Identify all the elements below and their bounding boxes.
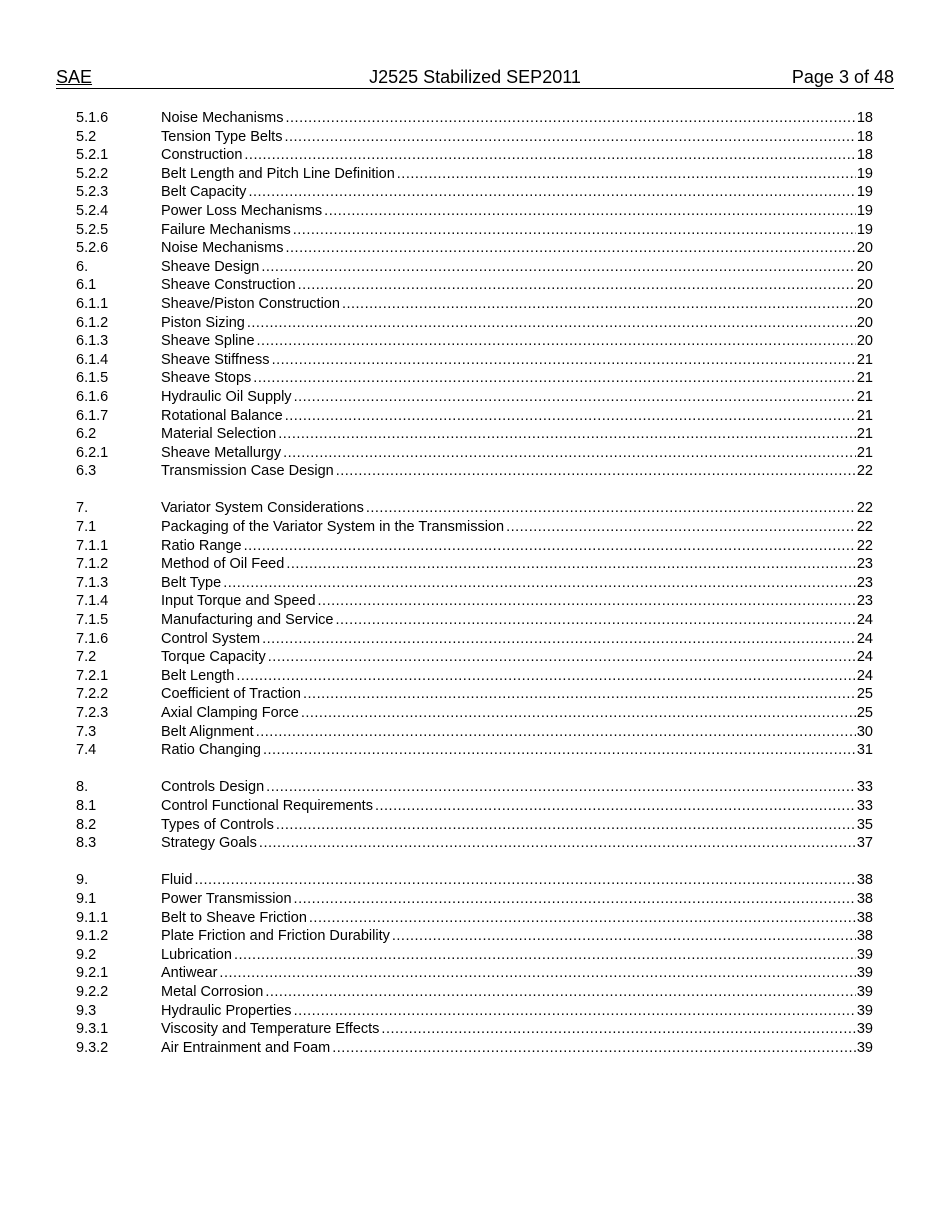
toc-entry[interactable] [76, 964, 873, 983]
toc-page-number: 21 [856, 388, 873, 405]
toc-dot-leader [285, 407, 856, 426]
toc-section-number: 9. [76, 872, 89, 889]
toc-section-number: 9.2.1 [76, 965, 109, 982]
toc-page-number: 38 [856, 928, 873, 945]
toc-page-number: 30 [856, 723, 873, 740]
toc-section-title: Method of Oil Feed [161, 556, 285, 573]
toc-entry-body [161, 1020, 873, 1039]
toc-section-number: 5.2.6 [76, 240, 109, 257]
toc-page-number: 20 [856, 240, 873, 257]
toc-page-number: 24 [856, 667, 873, 684]
toc-entry[interactable] [76, 351, 873, 370]
header-page-number: Page 3 of 48 [791, 67, 894, 87]
toc-entry-body [161, 407, 873, 426]
toc-dot-leader [286, 109, 856, 128]
toc-page-number: 24 [856, 630, 873, 647]
toc-section-title: Construction [161, 147, 243, 164]
toc-entry-body [161, 276, 873, 295]
toc-section-title: Sheave Stops [161, 370, 252, 387]
toc-section-number: 7.1.2 [76, 556, 109, 573]
toc-entry-body [161, 295, 873, 314]
toc-section-title: Belt Length and Pitch Line Definition [161, 165, 395, 182]
toc-entry-body [161, 499, 873, 518]
toc-section-title: Belt Type [161, 574, 222, 591]
toc-page-number: 24 [856, 649, 873, 666]
toc-section-title: Ratio Range [161, 537, 242, 554]
toc-section-number: 7.4 [76, 742, 97, 759]
toc-section-title: Manufacturing and Service [161, 612, 334, 629]
toc-dot-leader [342, 295, 856, 314]
toc-entry[interactable] [76, 685, 873, 704]
toc-section-title: Noise Mechanisms [161, 110, 284, 126]
toc-entry[interactable] [76, 909, 873, 928]
toc-entry[interactable] [76, 574, 873, 593]
toc-page-number: 21 [856, 444, 873, 461]
toc-entry-body [161, 128, 873, 147]
toc-section-number: 5.2.5 [76, 221, 109, 238]
toc-entry[interactable] [76, 778, 873, 797]
toc-dot-leader [294, 388, 856, 407]
toc-entry-body [161, 1039, 873, 1058]
toc-dot-leader [286, 239, 856, 258]
toc-section-title: Lubrication [161, 946, 232, 963]
toc-entry[interactable] [76, 128, 873, 147]
toc-section-number: 7.2 [76, 649, 97, 666]
toc-entry[interactable] [76, 462, 873, 481]
toc-section-title: Torque Capacity [161, 649, 266, 666]
toc-entry-body [161, 518, 873, 537]
toc-page-number: 21 [856, 426, 873, 443]
toc-section-title: Power Transmission [161, 890, 292, 907]
toc-entry[interactable] [76, 648, 873, 667]
toc-entry-body [161, 909, 873, 928]
toc-entry[interactable] [76, 258, 873, 277]
toc-entry[interactable] [76, 946, 873, 965]
toc-section-title: Metal Corrosion [161, 983, 264, 1000]
toc-page-number: 20 [856, 277, 873, 294]
toc-page-number: 38 [856, 890, 873, 907]
toc-entry-body [161, 351, 873, 370]
toc-section-number: 6.1.4 [76, 351, 109, 368]
toc-section-title: Transmission Case Design [161, 463, 334, 480]
toc-dot-leader [381, 1020, 855, 1039]
toc-section-number: 6.3 [76, 463, 97, 480]
toc-dot-leader [223, 574, 856, 593]
toc-section-title: Sheave/Piston Construction [161, 295, 340, 312]
toc-entry-body [161, 221, 873, 240]
toc-entry[interactable] [76, 109, 873, 128]
toc-section-title: Material Selection [161, 426, 277, 443]
toc-page-number: 23 [856, 593, 873, 610]
toc-entry[interactable] [76, 630, 873, 649]
toc-dot-leader [247, 314, 856, 333]
toc-dot-leader [278, 425, 856, 444]
toc-page-number: 20 [856, 314, 873, 331]
toc-entry[interactable] [76, 741, 873, 760]
toc-section-number: 9.1.2 [76, 928, 109, 945]
toc-section-number: 9.1.1 [76, 909, 109, 926]
toc-section-number: 8.3 [76, 835, 97, 852]
toc-entry-body [161, 183, 873, 202]
toc-dot-leader [266, 778, 856, 797]
toc-dot-leader [298, 276, 856, 295]
toc-page-number: 24 [856, 612, 873, 629]
header-document-id: J2525 Stabilized SEP2011 [369, 67, 581, 87]
toc-section-title: Types of Controls [161, 816, 274, 833]
toc-entry[interactable] [76, 314, 873, 333]
toc-dot-leader [234, 946, 856, 965]
toc-section-number: 9.3.2 [76, 1039, 109, 1056]
toc-entry-body [161, 816, 873, 835]
toc-entry-body [161, 667, 873, 686]
toc-dot-leader [268, 648, 856, 667]
toc-page-number: 39 [856, 965, 873, 982]
toc-section-number: 6.1 [76, 277, 97, 294]
toc-page-number: 22 [856, 519, 873, 536]
toc-entry[interactable] [76, 369, 873, 388]
toc-page-number: 18 [856, 128, 873, 145]
toc-page-number: 20 [856, 333, 873, 350]
toc-dot-leader [276, 816, 856, 835]
toc-section-title: Strategy Goals [161, 835, 257, 852]
toc-entry-body [161, 388, 873, 407]
toc-page-number: 22 [856, 463, 873, 480]
toc-section-number: 7.1 [76, 519, 97, 536]
toc-entry-body [161, 555, 873, 574]
toc-entry-body [161, 369, 873, 388]
header-org: SAE [56, 67, 93, 87]
toc-dot-leader [219, 964, 855, 983]
toc-page-number: 21 [856, 351, 873, 368]
toc-dot-leader [257, 332, 856, 351]
toc-entry[interactable] [76, 444, 873, 463]
toc-page-number: 39 [856, 983, 873, 1000]
toc-section-number: 8. [76, 779, 89, 796]
toc-section-title: Controls Design [161, 779, 265, 796]
toc-entry-body [161, 165, 873, 184]
toc-entry-body [161, 890, 873, 909]
toc-entry-body [161, 314, 873, 333]
toc-entry[interactable] [76, 592, 873, 611]
toc-section-title: Hydraulic Properties [161, 1002, 292, 1019]
toc-entry-body [161, 537, 873, 556]
toc-entry[interactable] [76, 816, 873, 835]
toc-entry-body [161, 109, 873, 128]
toc-entry[interactable] [76, 183, 873, 202]
toc-entry[interactable] [76, 927, 873, 946]
toc-dot-leader [397, 165, 856, 184]
toc-entry[interactable] [76, 890, 873, 909]
toc-section-number: 7. [76, 500, 89, 517]
toc-entry-body [161, 741, 873, 760]
toc-section-number: 8.2 [76, 816, 97, 833]
toc-section-number: 6.2 [76, 426, 97, 443]
toc-dot-leader [309, 909, 856, 928]
toc-dot-leader [294, 890, 856, 909]
toc-page-number: 39 [856, 1039, 873, 1056]
toc-entry-body [161, 630, 873, 649]
toc-section-title: Plate Friction and Friction Durability [161, 928, 390, 945]
toc-dot-leader [261, 258, 856, 277]
toc-section-number: 6.1.6 [76, 388, 109, 405]
toc-page-number: 20 [856, 295, 873, 312]
toc-entry-body [161, 258, 873, 277]
toc-section-title: Sheave Metallurgy [161, 444, 282, 461]
toc-page-number: 21 [856, 407, 873, 424]
toc-dot-leader [301, 704, 856, 723]
toc-section-number: 8.1 [76, 797, 97, 814]
toc-page-number: 35 [856, 816, 873, 833]
toc-entry-body [161, 239, 873, 258]
toc-page-number: 33 [856, 779, 873, 796]
toc-dot-leader [248, 183, 855, 202]
toc-entry[interactable] [76, 611, 873, 630]
toc-entry[interactable] [76, 202, 873, 221]
toc-section-number: 7.2.3 [76, 705, 109, 721]
page-header [56, 66, 894, 89]
toc-entry-body [161, 592, 873, 611]
toc-section-number: 7.2.2 [76, 686, 109, 703]
toc-entry[interactable] [76, 537, 873, 556]
toc-entry[interactable] [76, 332, 873, 351]
toc-section-number: 7.1.6 [76, 630, 109, 647]
toc-section-number: 6.1.7 [76, 407, 109, 424]
toc-dot-leader [263, 741, 856, 760]
toc-section-title: Belt Length [161, 667, 235, 684]
toc-entry-body [161, 983, 873, 1002]
toc-entry-body [161, 871, 873, 890]
toc-dot-leader [318, 592, 856, 611]
toc-section-title: Viscosity and Temperature Effects [161, 1021, 380, 1038]
toc-entry[interactable] [76, 407, 873, 426]
toc-dot-leader [256, 723, 856, 742]
toc-section-title: Power Loss Mechanisms [161, 202, 323, 219]
toc-entry-body [161, 648, 873, 667]
toc-page-number: 22 [856, 500, 873, 517]
toc-entry[interactable] [76, 221, 873, 240]
toc-page-number: 19 [856, 202, 873, 219]
toc-entry-body [161, 425, 873, 444]
toc-entry-body [161, 927, 873, 946]
toc-section-title: Sheave Stiffness [161, 351, 270, 368]
toc-page-number: 18 [856, 147, 873, 164]
toc-section-title: Control System [161, 630, 261, 647]
toc-entry[interactable] [76, 239, 873, 258]
toc-dot-leader [259, 834, 856, 853]
toc-section-number: 9.2 [76, 946, 97, 963]
toc-dot-leader [392, 927, 856, 946]
toc-page-number: 31 [856, 742, 873, 759]
toc-page-number: 38 [856, 909, 873, 926]
toc-entry-body [161, 834, 873, 853]
toc-entry-body [161, 723, 873, 742]
toc-section-number: 5.2.4 [76, 202, 109, 219]
toc-section-title: Input Torque and Speed [161, 593, 316, 610]
toc-dot-leader [336, 462, 856, 481]
toc-section-number: 6.1.3 [76, 333, 109, 350]
toc-page-number: 39 [856, 946, 873, 963]
toc-entry[interactable] [76, 1002, 873, 1021]
toc-dot-leader [272, 351, 856, 370]
toc-section-title: Hydraulic Oil Supply [161, 388, 292, 405]
toc-entry[interactable] [76, 388, 873, 407]
toc-entry-body [161, 964, 873, 983]
toc-dot-leader [265, 983, 856, 1002]
toc-page-number: 23 [856, 556, 873, 573]
toc-entry[interactable] [76, 704, 873, 723]
toc-dot-leader [253, 369, 856, 388]
toc-entry-body [161, 202, 873, 221]
toc-dot-leader [294, 1002, 856, 1021]
toc-page-number: 38 [856, 872, 873, 889]
toc-entry-body [161, 685, 873, 704]
toc-dot-leader [284, 128, 855, 147]
toc-section-title: Belt Alignment [161, 723, 254, 740]
toc-page-number: 25 [856, 705, 873, 721]
toc-section-number: 5.2 [76, 128, 97, 145]
toc-section-number: 6.1.5 [76, 370, 109, 387]
toc-page-number: 33 [856, 797, 873, 814]
toc-entry[interactable] [76, 1039, 873, 1058]
toc-entry[interactable] [76, 667, 873, 686]
toc-entry[interactable] [76, 723, 873, 742]
toc-section-title: Sheave Construction [161, 277, 296, 294]
toc-section-title: Axial Clamping Force [161, 705, 299, 721]
toc-section-number: 6.1.2 [76, 314, 109, 331]
toc-section-number: 7.1.4 [76, 593, 109, 610]
toc-page-number: 39 [856, 1002, 873, 1019]
toc-dot-leader [283, 444, 856, 463]
toc-section-number: 5.2.2 [76, 165, 109, 182]
toc-page-number: 19 [856, 184, 873, 201]
toc-entry-body [161, 146, 873, 165]
toc-dot-leader [506, 518, 856, 537]
toc-page-number: 22 [856, 537, 873, 554]
toc-section-number: 7.1.1 [76, 537, 109, 554]
toc-section-number: 7.2.1 [76, 667, 109, 684]
toc-section-number: 9.3 [76, 1002, 97, 1019]
toc-section-number: 7.1.3 [76, 574, 109, 591]
toc-entry[interactable] [76, 1020, 873, 1039]
toc-dot-leader [286, 555, 856, 574]
toc-dot-leader [262, 630, 856, 649]
toc-section-title: Tension Type Belts [161, 128, 283, 145]
toc-dot-leader [244, 146, 855, 165]
toc-entry[interactable] [76, 555, 873, 574]
toc-section-number: 5.2.3 [76, 184, 109, 201]
toc-section-number: 6.2.1 [76, 444, 109, 461]
toc-dot-leader [324, 202, 856, 221]
toc-section-title: Belt Capacity [161, 184, 247, 201]
toc-section-number: 9.3.1 [76, 1021, 109, 1038]
toc-section-title: Fluid [161, 872, 193, 889]
toc-page-number: 25 [856, 686, 873, 703]
toc-entry-body [161, 797, 873, 816]
toc-section-title: Sheave Design [161, 258, 260, 275]
toc-section-title: Coefficient of Traction [161, 686, 301, 703]
toc-dot-leader [332, 1039, 856, 1058]
toc-section-title: Piston Sizing [161, 314, 245, 331]
toc-section-title: Belt to Sheave Friction [161, 909, 307, 926]
toc-entry[interactable] [76, 425, 873, 444]
toc-section-title: Ratio Changing [161, 742, 261, 759]
toc-section-title: Rotational Balance [161, 407, 283, 424]
toc-section-number: 7.1.5 [76, 612, 109, 629]
toc-entry-body [161, 778, 873, 797]
toc-section-number: 9.2.2 [76, 983, 109, 1000]
toc-section-number: 9.1 [76, 890, 97, 907]
toc-section-number: 6.1.1 [76, 295, 109, 312]
toc-entry-body [161, 462, 873, 481]
toc-page-number: 20 [856, 258, 873, 275]
toc-dot-leader [336, 611, 856, 630]
toc-page-number: 19 [856, 165, 873, 182]
toc-section-title: Variator System Considerations [161, 500, 364, 517]
toc-entry[interactable] [76, 834, 873, 853]
toc-entry[interactable] [76, 499, 873, 518]
table-of-contents [76, 109, 873, 1057]
toc-section-title: Antiwear [161, 965, 218, 982]
toc-section-number: 5.1.6 [76, 110, 109, 126]
toc-section-title: Air Entrainment and Foam [161, 1039, 331, 1056]
toc-entry[interactable] [76, 146, 873, 165]
toc-entry-body [161, 946, 873, 965]
toc-entry[interactable] [76, 276, 873, 295]
toc-entry[interactable] [76, 797, 873, 816]
toc-page-number: 21 [856, 370, 873, 387]
toc-entry-body [161, 704, 873, 723]
toc-entry[interactable] [76, 983, 873, 1002]
toc-page-number: 18 [856, 110, 873, 126]
toc-dot-leader [366, 499, 856, 518]
toc-section-number: 6. [76, 258, 89, 275]
toc-section-title: Noise Mechanisms [161, 240, 284, 257]
toc-entry-body [161, 444, 873, 463]
toc-entry-body [161, 1002, 873, 1021]
toc-entry[interactable] [76, 165, 873, 184]
toc-section-number: 7.3 [76, 723, 97, 740]
toc-dot-leader [244, 537, 856, 556]
toc-dot-leader [303, 685, 856, 704]
toc-page-number: 23 [856, 574, 873, 591]
toc-dot-leader [375, 797, 856, 816]
toc-entry-body [161, 611, 873, 630]
toc-entry[interactable] [76, 295, 873, 314]
toc-entry[interactable] [76, 518, 873, 537]
toc-page-number: 37 [856, 835, 873, 852]
toc-dot-leader [236, 667, 855, 686]
toc-section-number: 5.2.1 [76, 147, 109, 164]
toc-section-title: Failure Mechanisms [161, 221, 291, 238]
toc-section-title: Sheave Spline [161, 333, 255, 350]
toc-dot-leader [194, 871, 855, 890]
toc-entry-body [161, 332, 873, 351]
toc-entry[interactable] [76, 871, 873, 890]
toc-entry-body [161, 574, 873, 593]
toc-section-title: Control Functional Requirements [161, 797, 373, 814]
toc-dot-leader [293, 221, 856, 240]
toc-page-number: 19 [856, 221, 873, 238]
toc-section-title: Packaging of the Variator System in the Transmission [161, 519, 505, 536]
toc-page-number: 39 [856, 1021, 873, 1038]
